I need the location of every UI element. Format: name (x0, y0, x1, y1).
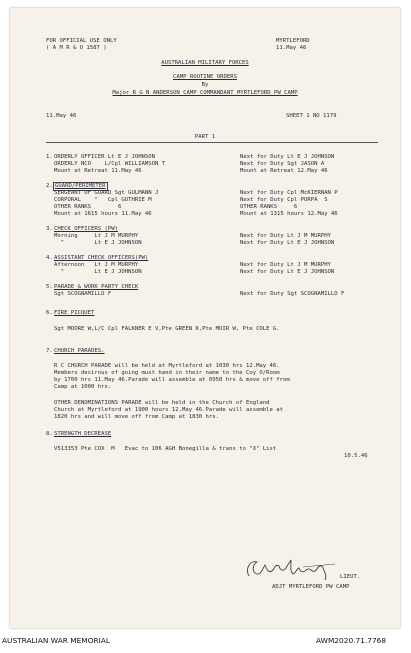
part-divider (46, 142, 378, 143)
orders-by: By (201, 82, 209, 88)
item-3-left-2: " Lt E J JOHNSON (54, 240, 142, 246)
item-number-4: 4. (46, 255, 53, 261)
item-5-right-1: Next for Duty Sgt SCOGNAMILLO F (240, 291, 345, 297)
item-8-line-1: V513353 Pte COX M Evac to 106 AGH Bonegilla & trans to "X" List (54, 446, 277, 452)
orders-title: CAMP ROUTINE ORDERS (173, 74, 237, 80)
sheet-number: SHEET 1 NO 1179 (286, 113, 337, 119)
footer-accession-number: AWM2020.71.7768 (316, 636, 387, 645)
item-3-right-2: Next for Duty Lt E J JOHNSON (240, 240, 335, 246)
item-7-para-2-line-3: 1820 hrs and will move off from Camp at 1830 hrs. (54, 414, 220, 420)
item-2-left-2: CORPORAL " Cpl GUTHRIE M (54, 197, 152, 203)
item-2-heading: GUARD/PERIMETER (55, 183, 106, 189)
item-1-right-2: Next for Duty Sgt JASON A (240, 161, 325, 167)
item-number-5: 5. (46, 284, 53, 290)
classification-line-2: ( A M R & O 1587 ) (46, 45, 107, 51)
item-7-heading: CHURCH PARADES. (54, 348, 105, 354)
footer-institution: AUSTRALIAN WAR MEMORIAL (2, 636, 110, 645)
header-place: MYRTLEFORD (276, 38, 310, 44)
item-5-heading: PARADE & WORK PARTY CHECK (54, 284, 139, 290)
item-3-right-1: Next for Duty Lt J M MURPHY (240, 233, 331, 239)
item-2-right-2: Next for Duty Cpl PORPA S (240, 197, 328, 203)
item-2-left-1: SERGEANT OF GUARD Sgt GULMANN J (54, 190, 159, 196)
item-3-heading: CHECK OFFICERS (PW) (54, 226, 118, 232)
item-1-left-3: Mount at Retreat 11.May 46 (54, 168, 142, 174)
item-5-left-1: Sgt SCOGNAMILLO F (54, 291, 112, 297)
item-1-right-3: Mount at Retreat 12.May 46 (240, 168, 328, 174)
item-2-left-4: Mount at 1615 hours 11.May 46 (54, 211, 152, 217)
item-4-left-2: " Lt E J JOHNSON (54, 269, 142, 275)
force-title: AUSTRALIAN MILITARY FORCES (161, 60, 249, 66)
item-7-para-2-line-1: OTHER DENOMINATIONS PARADE will be held in the Church of England (54, 400, 270, 406)
handwritten-signature (243, 556, 339, 582)
item-4-left-1: Afternoon Lt J M MURPHY (54, 262, 139, 268)
part-heading: PART 1 (194, 134, 216, 140)
classification-line-1: FOR OFFICIAL USE ONLY (46, 38, 117, 44)
item-number-7: 7. (46, 348, 53, 354)
item-2-left-3: OTHER RANKS 6 (54, 204, 122, 210)
item-8-heading: STRENGTH DECREASE (54, 431, 112, 437)
item-number-6: 6. (46, 310, 53, 316)
item-8-line-2: 10.5.46 (344, 453, 368, 459)
signatory-rank: LIEUT. (340, 574, 361, 580)
header-date: 11.May 46 (276, 45, 307, 51)
signatory-appointment: ADJT MYRTLEFORD PW CAMP (272, 584, 350, 590)
item-7-para-1-line-1: R C CHURCH PARADE will be held at Myrtleford at 1030 hrs 12.May 46. (54, 363, 280, 369)
item-6-line-1: Sgt MOORE W,L/C Cpl FALKNER E V,Pte GREEN K,Pte MUIR W, Pte COLE G. (54, 326, 280, 332)
item-2-right-3: OTHER RANKS 6 (240, 204, 298, 210)
item-6-heading: FIRE PICQUET (54, 310, 95, 316)
item-1-left-1: ORDERLY OFFICER Lt E J JOHNSON (54, 154, 156, 160)
item-7-para-2-line-2: Church at Myrtleford at 1900 hours 12.May 46.Parade will assemble at (54, 407, 284, 413)
item-7-para-1-line-4: Camp at 1000 hrs. (54, 384, 112, 390)
item-2-right-4: Mount at 1315 hours 12.May 46 (240, 211, 338, 217)
item-4-right-1: Next for Duty Lt J M MURPHY (240, 262, 331, 268)
orders-issuer: Major R G N ANDERSON CAMP COMMANDANT MYRTLEFORD PW CAMP (112, 90, 298, 96)
item-4-heading: ASSISTANT CHECK OFFICERS(PW) (54, 255, 149, 261)
item-number-8: 8. (46, 431, 53, 437)
item-1-right-1: Next for Duty Lt E J JOHNSON (240, 154, 335, 160)
item-4-right-2: Next for Duty Lt E J JOHNSON (240, 269, 335, 275)
item-7-para-1-line-2: Members desirous of going must hand in their name to the Coy O/Room (54, 370, 280, 376)
item-3-left-1: Morning Lt J M MURPHY (54, 233, 139, 239)
item-number-1: 1. (46, 154, 53, 160)
item-7-para-1-line-3: by 1700 hrs 11.May 46.Parade will assemble at 0950 hrs & move off from (54, 377, 290, 383)
item-2-right-1: Next for Duty Cpl McKIERNAN P (240, 190, 338, 196)
document-page (10, 8, 400, 628)
item-number-2: 2. (46, 183, 53, 189)
item-number-3: 3. (46, 226, 53, 232)
order-date: 11.May 46 (46, 113, 77, 119)
item-1-left-2: ORDERLY NCO L/Cpl WILLIAMSON T (54, 161, 166, 167)
